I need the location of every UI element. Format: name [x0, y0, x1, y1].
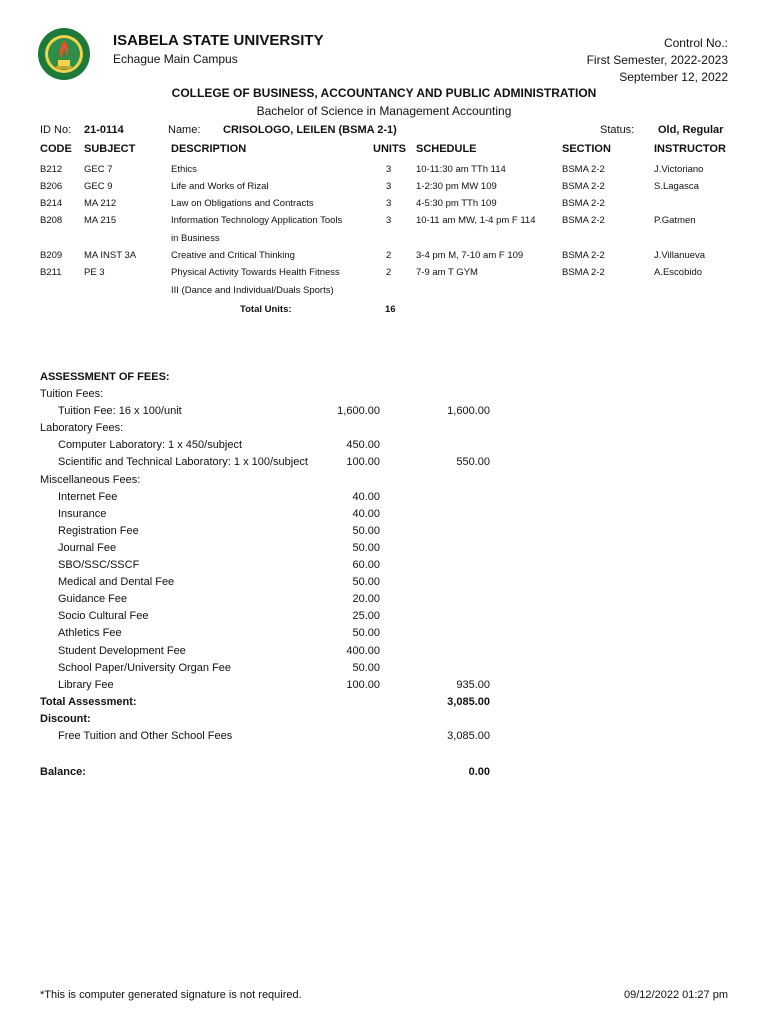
fee-label: SBO/SSC/SSCF [58, 559, 140, 571]
fee-amount: 60.00 [352, 559, 380, 571]
total-units-value: 16 [385, 304, 396, 315]
subject-code: B214 [40, 198, 63, 209]
university-seal-logo [37, 27, 91, 81]
subject-name: MA 212 [84, 198, 117, 209]
subject-code: B208 [40, 215, 63, 226]
subject-schedule: 10-11 am MW, 1-4 pm F 114 [416, 215, 536, 226]
fee-subtotal: 935.00 [456, 679, 490, 691]
subject-schedule: 7-9 am T GYM [416, 267, 478, 278]
fee-subtotal: 1,600.00 [447, 405, 490, 417]
footer-timestamp: 09/12/2022 01:27 pm [624, 989, 728, 1001]
subject-description: Physical Activity Towards Health Fitness [171, 267, 340, 278]
student-id: 21-0114 [84, 124, 124, 136]
campus-name: Echague Main Campus [113, 52, 238, 66]
fee-label: Registration Fee [58, 525, 139, 537]
fee-label: Scientific and Technical Laboratory: 1 x 100/subject [58, 456, 308, 468]
col-header-instructor: INSTRUCTOR [654, 143, 726, 155]
subject-instructor: A.Escobido [654, 267, 703, 278]
subject-schedule: 1-2:30 pm MW 109 [416, 181, 497, 192]
student-status: Old, Regular [658, 124, 724, 136]
col-header-units: UNITS [373, 143, 406, 155]
fee-amount: 50.00 [352, 627, 380, 639]
fee-amount: 25.00 [352, 610, 380, 622]
fee-label: Laboratory Fees: [40, 422, 124, 434]
subject-schedule: 4-5:30 pm TTh 109 [416, 198, 497, 209]
fee-label: Computer Laboratory: 1 x 450/subject [58, 439, 243, 451]
subject-description: Information Technology Application Tools [171, 215, 343, 226]
id-label: ID No: [40, 124, 72, 136]
balance-value: 0.00 [468, 766, 490, 778]
fee-label: Total Assessment: [40, 696, 137, 708]
fee-subtotal: 3,085.00 [447, 730, 490, 742]
fee-label: Student Development Fee [58, 645, 186, 657]
fee-label: Free Tuition and Other School Fees [58, 730, 233, 742]
subject-units: 2 [386, 267, 392, 278]
subject-instructor: J.Victoriano [654, 164, 704, 175]
subject-code: B206 [40, 181, 63, 192]
subject-instructor: J.Villanueva [654, 250, 706, 261]
subject-units: 3 [386, 164, 392, 175]
subject-section: BSMA 2-2 [562, 164, 605, 175]
subject-description: Creative and Critical Thinking [171, 250, 295, 261]
balance-label: Balance: [40, 766, 86, 778]
subject-section: BSMA 2-2 [562, 250, 605, 261]
col-header-section: SECTION [562, 143, 611, 155]
subject-section: BSMA 2-2 [562, 267, 605, 278]
fee-label: Tuition Fees: [40, 388, 104, 400]
subject-schedule: 10-11:30 am TTh 114 [416, 164, 506, 175]
fee-subtotal: 3,085.00 [447, 696, 490, 708]
fee-amount: 1,600.00 [337, 405, 380, 417]
fee-amount: 100.00 [346, 456, 380, 468]
fee-label: Medical and Dental Fee [58, 576, 175, 588]
college-name: COLLEGE OF BUSINESS, ACCOUNTANCY AND PUBLIC ADMINISTRATION [171, 86, 597, 100]
subject-units: 3 [386, 181, 392, 192]
fee-label: Discount: [40, 713, 91, 725]
fee-amount: 40.00 [352, 491, 380, 503]
fee-amount: 400.00 [346, 645, 380, 657]
subject-description-cont: in Business [171, 233, 220, 244]
fee-label: Tuition Fee: 16 x 100/unit [58, 405, 182, 417]
university-name: ISABELA STATE UNIVERSITY [113, 32, 324, 49]
fee-amount: 50.00 [352, 542, 380, 554]
fee-label: Library Fee [58, 679, 114, 691]
subject-instructor: P.Gatmen [654, 215, 696, 226]
fee-amount: 450.00 [346, 439, 380, 451]
assessment-title: ASSESSMENT OF FEES: [40, 371, 170, 383]
subject-description: Ethics [171, 164, 197, 175]
col-header-subject: SUBJECT [84, 143, 136, 155]
fee-label: Journal Fee [58, 542, 117, 554]
subject-name: PE 3 [84, 267, 105, 278]
subject-code: B209 [40, 250, 63, 261]
col-header-code: CODE [40, 143, 72, 155]
subject-section: BSMA 2-2 [562, 198, 605, 209]
program-name: Bachelor of Science in Management Accounting [256, 104, 512, 118]
subject-code: B212 [40, 164, 63, 175]
fee-label: Guidance Fee [58, 593, 128, 605]
name-label: Name: [168, 124, 201, 136]
document-date: September 12, 2022 [619, 70, 728, 84]
subject-name: MA 215 [84, 215, 117, 226]
fee-label: School Paper/University Organ Fee [58, 662, 232, 674]
col-header-schedule: SCHEDULE [416, 143, 477, 155]
fee-subtotal: 550.00 [456, 456, 490, 468]
semester: First Semester, 2022-2023 [586, 53, 728, 67]
status-label: Status: [600, 124, 635, 136]
col-header-description: DESCRIPTION [171, 143, 247, 155]
subject-section: BSMA 2-2 [562, 215, 605, 226]
subject-schedule: 3-4 pm M, 7-10 am F 109 [416, 250, 524, 261]
subject-instructor: S.Lagasca [654, 181, 699, 192]
subject-description: Life and Works of Rizal [171, 181, 269, 192]
subject-units: 3 [386, 198, 392, 209]
fee-amount: 50.00 [352, 576, 380, 588]
fee-amount: 100.00 [346, 679, 380, 691]
fee-label: Miscellaneous Fees: [40, 474, 141, 486]
fee-label: Insurance [58, 508, 107, 520]
subject-name: MA INST 3A [84, 250, 137, 261]
fee-label: Internet Fee [58, 491, 118, 503]
fee-amount: 40.00 [352, 508, 380, 520]
subject-name: GEC 9 [84, 181, 113, 192]
fee-amount: 50.00 [352, 525, 380, 537]
subject-name: GEC 7 [84, 164, 113, 175]
subject-units: 3 [386, 215, 392, 226]
subject-description: Law on Obligations and Contracts [171, 198, 314, 209]
footer-note: *This is computer generated signature is not required. [40, 989, 302, 1001]
fee-label: Athletics Fee [58, 627, 122, 639]
subject-section: BSMA 2-2 [562, 181, 605, 192]
subject-units: 2 [386, 250, 392, 261]
subject-description-cont: III (Dance and Individual/Duals Sports) [171, 285, 334, 296]
fee-amount: 20.00 [352, 593, 380, 605]
control-number: Control No.: [663, 36, 728, 50]
total-units-label: Total Units: [240, 304, 292, 315]
subject-code: B211 [40, 267, 62, 278]
student-name: CRISOLOGO, LEILEN (BSMA 2-1) [223, 124, 397, 136]
fee-amount: 50.00 [352, 662, 380, 674]
fee-label: Socio Cultural Fee [58, 610, 149, 622]
